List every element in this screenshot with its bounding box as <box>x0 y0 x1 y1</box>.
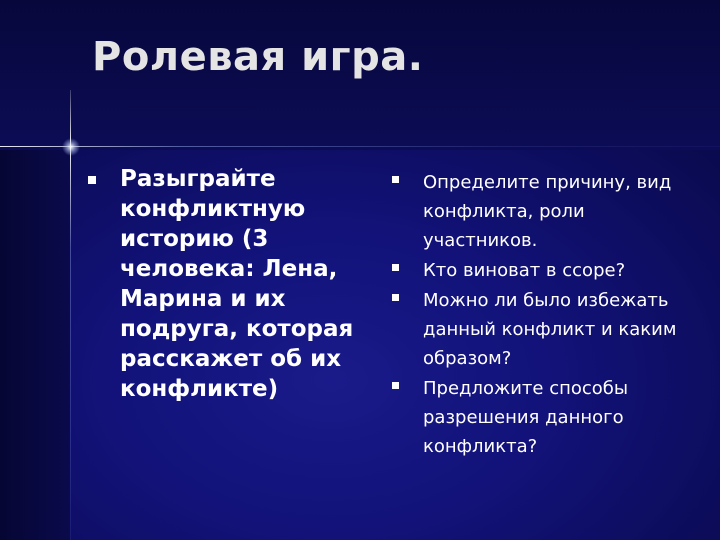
list-item <box>392 256 692 285</box>
left-band <box>0 150 70 540</box>
list-item-text: Предложите способы разрешения данного конфликта? <box>423 378 629 457</box>
square-bullet-icon <box>392 382 399 389</box>
slide-title: Ролевая игра. <box>92 34 424 80</box>
list-item <box>88 164 378 404</box>
square-bullet-icon <box>392 176 399 183</box>
square-bullet-icon <box>88 176 96 184</box>
square-bullet-icon <box>392 294 399 301</box>
square-bullet-icon <box>392 264 399 271</box>
horizontal-light-line <box>0 146 720 147</box>
list-item-text: Можно ли было избежать данный конфликт и каким образом? <box>423 290 677 369</box>
list-item-text: Разыграйте конфликтную историю (3 человека: Лена, Марина и их подруга, которая расскажет об их конфликте) <box>120 166 354 402</box>
list-item-text: Определите причину, вид конфликта, роли участников. <box>423 172 672 251</box>
sparkle-icon <box>62 138 80 156</box>
right-bullet-list <box>392 168 692 462</box>
left-bullet-list <box>88 164 378 404</box>
vertical-light-line <box>70 90 71 540</box>
list-item <box>392 168 692 255</box>
list-item-text: Кто виноват в ссоре? <box>423 260 626 281</box>
list-item <box>392 286 692 373</box>
list-item <box>392 374 692 461</box>
